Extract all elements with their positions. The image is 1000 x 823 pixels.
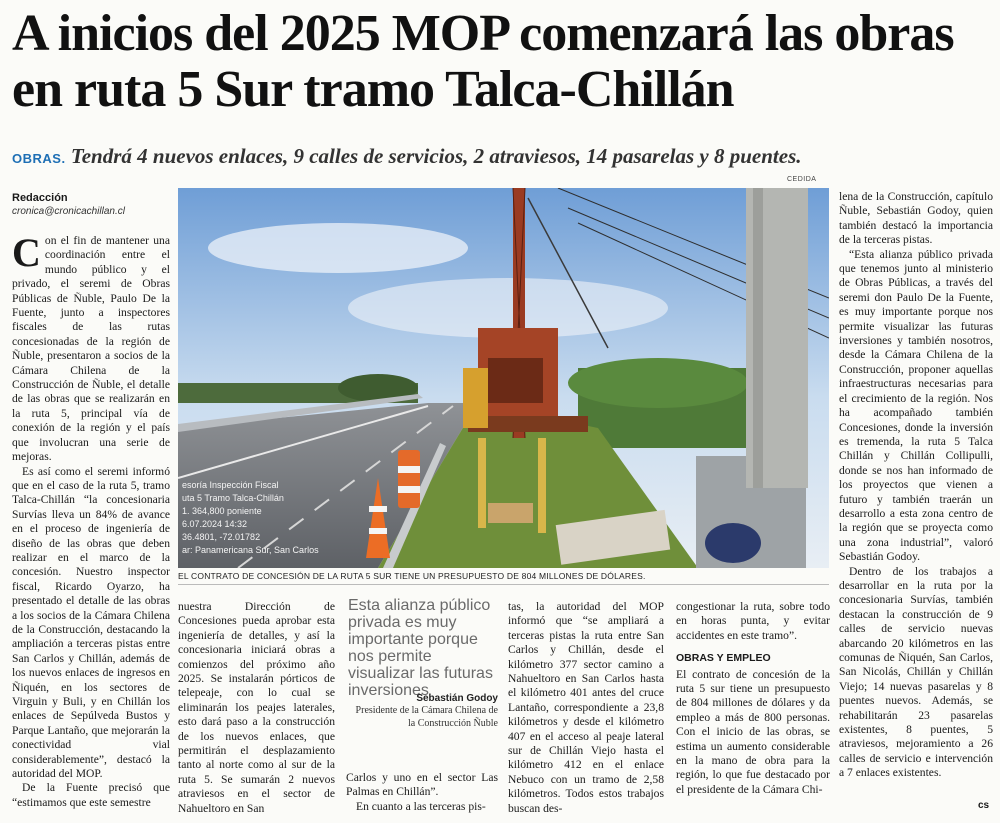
drop-cap: C	[12, 230, 41, 275]
article-column-5	[676, 600, 830, 797]
wood-pallet	[488, 503, 533, 523]
watermark-line: 36.4801, -72.01782	[182, 532, 261, 542]
road-construction-photo	[178, 188, 829, 568]
end-mark-icon: cs	[978, 800, 990, 811]
paragraph: on el fin de mantener una coordinación entre el mundo público y el privado, el seremi de Obras Públicas de Ñuble, Paulo De la Fuente, junto a inspectores fiscales de las rutas concesionadas de la región de Ñuble, presentaron a socios de la Cámara Chilena de la Construcción de Ñuble, el detalle de las obras que se realizarán en la ruta 5, principal vía de conexión de la región y el país que involucran una serie de mejoras.	[12, 234, 170, 464]
byline-name: Redacción	[12, 192, 68, 204]
article-column-4	[508, 600, 664, 816]
photo-credit: CEDIDA	[787, 176, 817, 183]
article-column-6	[839, 190, 993, 781]
watermark-line: uta 5 Tramo Talca-Chillán	[182, 493, 284, 503]
watermark-line: 1. 364,800 poniente	[182, 506, 262, 516]
paragraph: nuestra Dirección de Concesiones pueda aprobar esta ingeniería de detalles, y así la concesionaria iniciará obras a comienzos del próximo año 2025. Se instalarán pórticos de telepeaje, con lo cual se eliminarán los peajes laterales, esto dará paso a la construcción de los nuevos enlaces, que permitirán el desplazamiento tanto al norte como al sur de la ruta 5. Se sumarán 2 nuevos atraviesos en el sector de Nahueltoro en San	[178, 600, 335, 815]
watermark-line: esoría Inspección Fiscal	[182, 480, 279, 490]
paragraph: Es así como el seremi informó que en el caso de la ruta 5, tramo Talca-Chillán “la concesionaria Survías lleva un 84% de avance en el proceso de ingeniería de diseño de las obras que deben realizar en el marco de la concesión. Nuestro inspector fiscal, Ricardo Oyarzo, ha presentado el detalle de las obras a los socios de la Cámara Chilena de la Construcción, destacando la ampliación a terceras pistas entre San Carlos y Chillán, además de los nuevos enlaces de ingresos en Ñiquén, en los sectores de Virguin y Buli, y en Chillán los enlaces de Sepúlveda Bustos y Parque Lantaño, que mejorarán la conectividad vial considerablemente”, destacó la autoridad del MOP.	[12, 464, 170, 781]
traffic-barrel	[398, 450, 420, 508]
photo-caption: EL CONTRATO DE CONCESIÓN DE LA RUTA 5 SUR TIENE UN PRESUPUESTO DE 804 MILLONES DE DÓLARES.	[178, 571, 829, 585]
paragraph: congestionar la ruta, sobre todo en horas punta, y evitar accidentes en este tramo”.	[676, 600, 830, 642]
paragraph: En cuanto a las terceras pis-	[356, 799, 486, 813]
article-photo	[178, 188, 829, 568]
paragraph: El contrato de concesión de la ruta 5 sur tiene un presupuesto de 804 millones de dólares y da empleo a más de 800 personas. Con el inicio de las obras, se estima un aumento considerable en la mano de obra para la región, lo que fue destacado por el presidente de la Cámara Chi-	[676, 667, 830, 796]
article-column-2	[178, 600, 335, 816]
paragraph: Dentro de los trabajos a desarrollar en la ruta por la concesionaria Survías, también destacan la construcción de 9 calles de servicio nuevas abarcando 20 kilómetros en las comunas de Ñiquén, San Carlos, San Nicolás, Chillán y Chillán Viejo; 14 nuevas pasarelas y 8 puentes nuevos. Además, se rehabilitarán 23 pasarelas existentes, 8 puentes, 5 atraviesos, mejoramiento a 26 calles de servicio e intervención a 7 enlaces existentes.	[839, 564, 993, 780]
pull-quote: Esta alianza público privada es muy importante porque nos permite visualizar las futuras inversiones	[348, 597, 493, 699]
paragraph: tas, la autoridad del MOP informó que “se ampliará a terceras pistas la ruta entre San Carlos y Chillán, desde el kilómetro 377 sector camino a Nahueltoro en San Carlos hasta el kilómetro 401 antes del cruce Lantaño, correspondiente a 23,8 kilómetros y desde el kilómetro 407 en el acceso al peaje lateral sur de Chillán Viejo hasta el kilómetro 412 en el enlace Nebuco con un tramo de 2,58 kilómetros. Todos estos trabajos buscan des-	[508, 600, 664, 815]
subhead-kicker: OBRAS.	[12, 151, 66, 166]
byline-email[interactable]: cronica@cronicachillan.cl	[12, 206, 125, 217]
watermark-line: 6.07.2024 14:32	[182, 519, 248, 529]
article-column-1	[12, 230, 170, 810]
subhead-deck: Tendrá 4 nuevos enlaces, 9 calles de servicios, 2 atraviesos, 14 pasarelas y 8 puentes.	[70, 144, 802, 168]
byline	[12, 192, 172, 217]
subhead	[12, 143, 992, 172]
pull-quote-role: Presidente de la Cámara Chilena de la Construcción Ñuble	[355, 705, 498, 729]
paragraph: Carlos y uno en el sector Las Palmas en Chillán”.	[346, 771, 498, 799]
bag	[705, 523, 761, 563]
section-subtitle: OBRAS Y EMPLEO	[676, 652, 771, 665]
watermark-line: ar: Panamericana Sur, San Carlos	[182, 545, 319, 555]
paragraph: “Esta alianza público privada que tenemos junto al ministerio de Obras Públicas, a través del seremi don Paulo De la Fuente, es muy importante porque nos permite visualizar las futuras inversiones y también nosotros, desde la Cámara Chilena de la Construcción, proponer aquellas infraestructuras necesarias para el crecimiento de la región. Nos ha acompañado también Concesiones, donde la inversión es tremenda, la ruta 5 Talca Chillán y Chillán Collipulli, donde se nos han informado de los proyectos que vienen a futuro y también traerán un desarrollo a esta zona centro de la región que se proyecta como una zona industrial”, valoró Sebastián Godoy.	[839, 247, 993, 564]
article-column-3	[346, 771, 498, 814]
pull-quote-author: Sebastián Godoy	[416, 693, 498, 704]
paragraph: De la Fuente precisó que “estimamos que este semestre	[12, 781, 170, 809]
headline: A inicios del 2025 MOP comenzará las obras en ruta 5 Sur tramo Talca-Chillán	[12, 5, 954, 118]
pull-quote-attribution	[348, 693, 498, 730]
paragraph: lena de la Construcción, capítulo Ñuble, Sebastián Godoy, quien también destacó la importancia de la terceras pistas.	[839, 190, 993, 247]
